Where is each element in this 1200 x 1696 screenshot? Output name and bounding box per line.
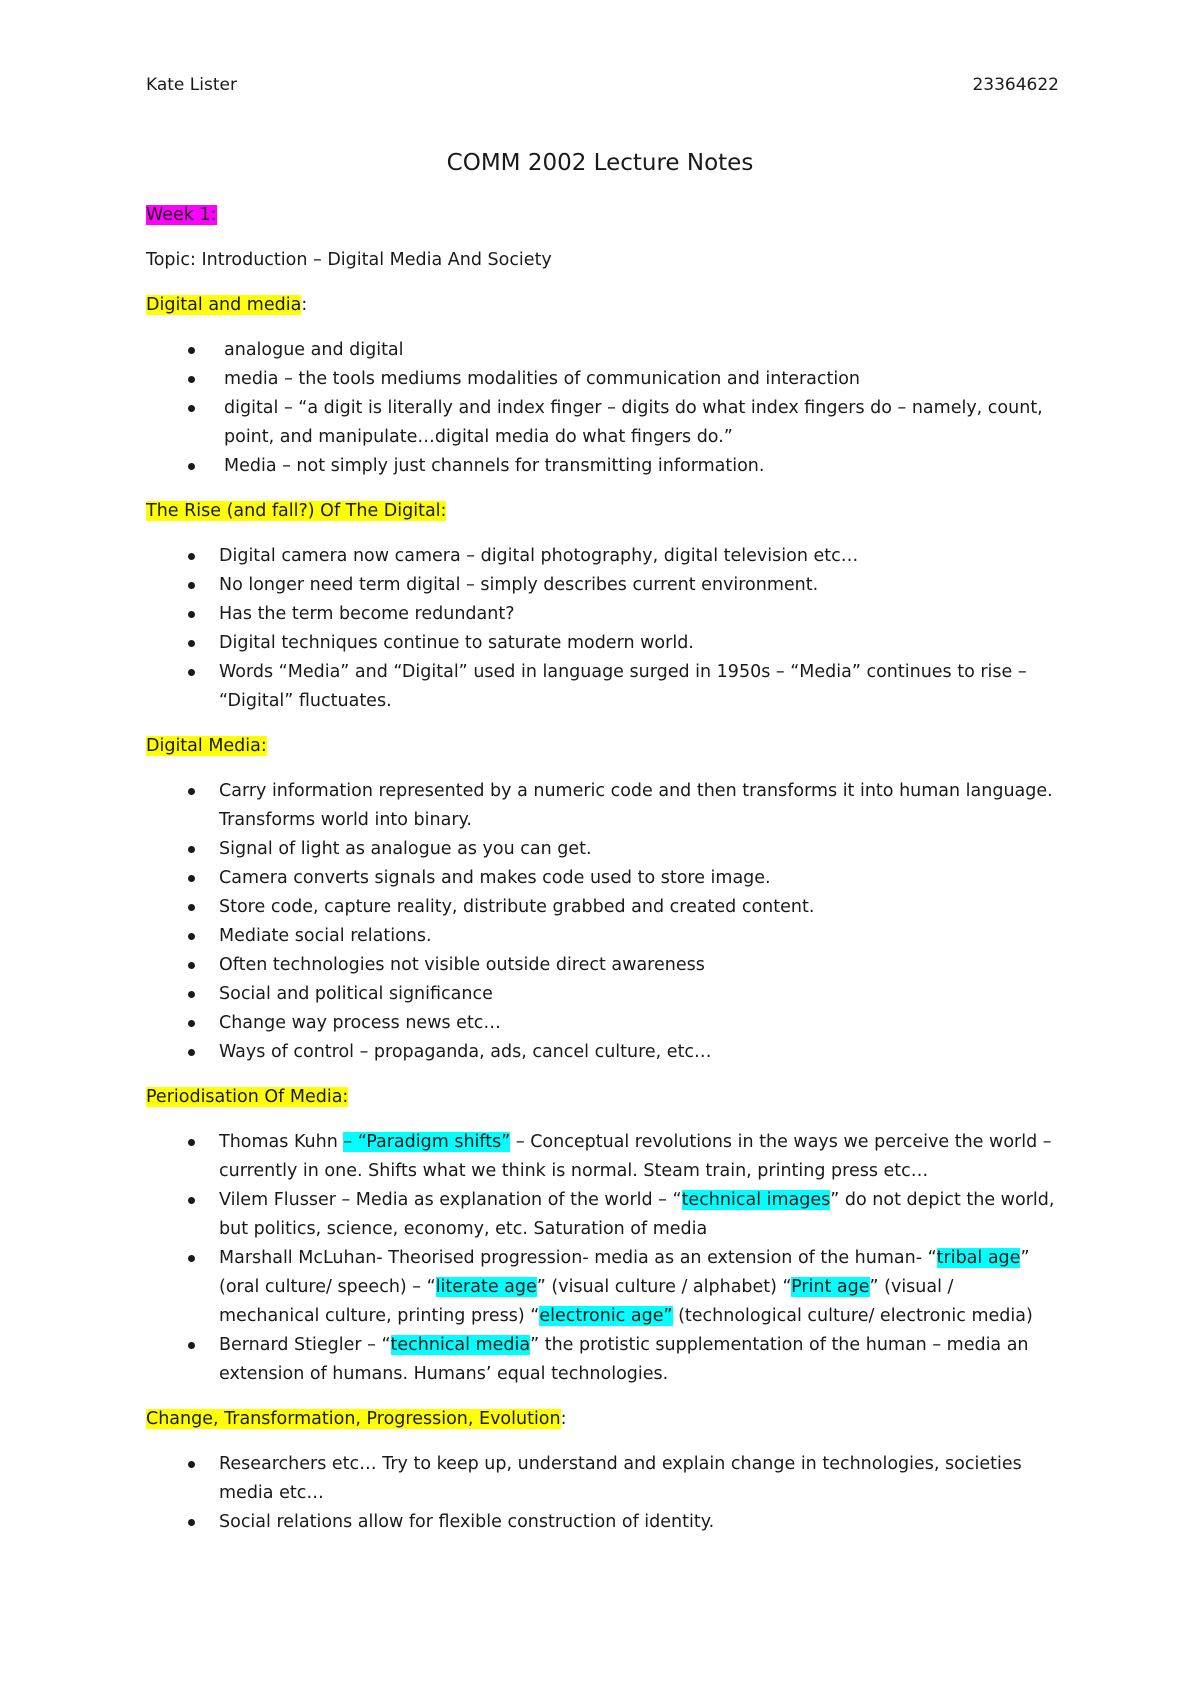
list-item: [146, 1128, 1058, 1186]
bullet-list: [146, 336, 1058, 481]
list-item: digital – “a digit is literally and index finger – digits do what index fingers do – namely, count, point, and manipulate…digital media do what fingers do.”: [146, 394, 1058, 452]
list-item: Signal of light as analogue as you can get.: [146, 835, 1058, 864]
bullet-list: [146, 777, 1058, 1067]
section-heading-suffix: :: [301, 295, 308, 315]
text-run: ” (oral culture/ speech) – “: [219, 1248, 1030, 1297]
section-heading-text: Change, Transformation, Progression, Evolution: [146, 1409, 561, 1429]
highlighted-term: Print age: [791, 1277, 870, 1297]
section-heading-suffix: :: [560, 1409, 567, 1429]
week-label-line: [146, 201, 1058, 230]
text-run: (technological culture/ electronic media): [672, 1306, 1033, 1326]
document-body: [146, 201, 1058, 1553]
list-item: Mediate social relations.: [146, 922, 1058, 951]
text-run: Thomas Kuhn: [219, 1132, 344, 1152]
list-item: Words “Media” and “Digital” used in language surged in 1950s – “Media” continues to rise – “Digital” fluctuates.: [146, 658, 1058, 716]
list-item: Digital camera now camera – digital photography, digital television etc…: [146, 542, 1058, 571]
bullet-list: [146, 542, 1058, 716]
list-item: No longer need term digital – simply describes current environment.: [146, 571, 1058, 600]
list-item: Ways of control – propaganda, ads, cancel culture, etc…: [146, 1038, 1058, 1067]
header-student-id: 23364622: [972, 75, 1059, 95]
list-item: Media – not simply just channels for transmitting information.: [146, 452, 1058, 481]
section-heading-text: The Rise (and fall?) Of The Digital:: [146, 501, 447, 521]
topic-line: Topic: Introduction – Digital Media And Society: [146, 250, 552, 270]
highlighted-term: literate age: [435, 1277, 537, 1297]
text-run: Marshall McLuhan- Theorised progression- media as an extension of the human- “: [219, 1248, 937, 1268]
section-heading: [146, 291, 1058, 320]
highlighted-term: tribal age: [936, 1248, 1021, 1268]
bullet-list: [146, 1128, 1058, 1389]
text-run: – Conceptual revolutions in the ways we perceive the world – currently in one. Shifts what we think is normal. Steam train, printing press etc…: [219, 1132, 1052, 1181]
list-item: Has the term become redundant?: [146, 600, 1058, 629]
text-run: ” do not depict the world, but politics, science, economy, etc. Saturation of media: [219, 1190, 1055, 1239]
list-item: Change way process news etc…: [146, 1009, 1058, 1038]
highlighted-term: – “Paradigm shifts”: [343, 1132, 511, 1152]
bullet-list: [146, 1450, 1058, 1537]
text-run: ” (visual culture / alphabet) “: [536, 1277, 792, 1297]
list-item: Store code, capture reality, distribute grabbed and created content.: [146, 893, 1058, 922]
list-item: Carry information represented by a numeric code and then transforms it into human language. Transforms world into binary.: [146, 777, 1058, 835]
list-item: [146, 1244, 1058, 1331]
section-heading: [146, 1405, 1058, 1434]
list-item: Researchers etc… Try to keep up, understand and explain change in technologies, societies media etc…: [146, 1450, 1058, 1508]
list-item: media – the tools mediums modalities of communication and interaction: [146, 365, 1058, 394]
section-heading: [146, 732, 1058, 761]
section-heading-text: Digital Media:: [146, 736, 267, 756]
list-item: Camera converts signals and makes code used to store image.: [146, 864, 1058, 893]
highlighted-term: technical images: [681, 1190, 831, 1210]
list-item: Digital techniques continue to saturate modern world.: [146, 629, 1058, 658]
list-item: analogue and digital: [146, 336, 1058, 365]
list-item: Social and political significance: [146, 980, 1058, 1009]
section-heading-text: Digital and media: [146, 295, 302, 315]
highlighted-term: technical media: [390, 1335, 531, 1355]
text-run: ” (visual / mechanical culture, printing press) “: [219, 1277, 954, 1326]
document-title: COMM 2002 Lecture Notes: [446, 150, 754, 176]
section-heading-text: Periodisation Of Media:: [146, 1087, 349, 1107]
section-heading: [146, 497, 1058, 526]
list-item: Social relations allow for flexible construction of identity.: [146, 1508, 1058, 1537]
section-heading: [146, 1083, 1058, 1112]
text-run: Vilem Flusser – Media as explanation of the world – “: [219, 1190, 682, 1210]
text-run: Bernard Stiegler – “: [219, 1335, 391, 1355]
highlighted-term: electronic age”: [539, 1306, 673, 1326]
list-item: Often technologies not visible outside direct awareness: [146, 951, 1058, 980]
text-run: ” the protistic supplementation of the human – media an extension of humans. Humans’ equal technologies.: [219, 1335, 1029, 1384]
list-item: [146, 1331, 1058, 1389]
list-item: [146, 1186, 1058, 1244]
week-label: Week 1:: [146, 205, 217, 225]
header-author: Kate Lister: [146, 75, 237, 95]
